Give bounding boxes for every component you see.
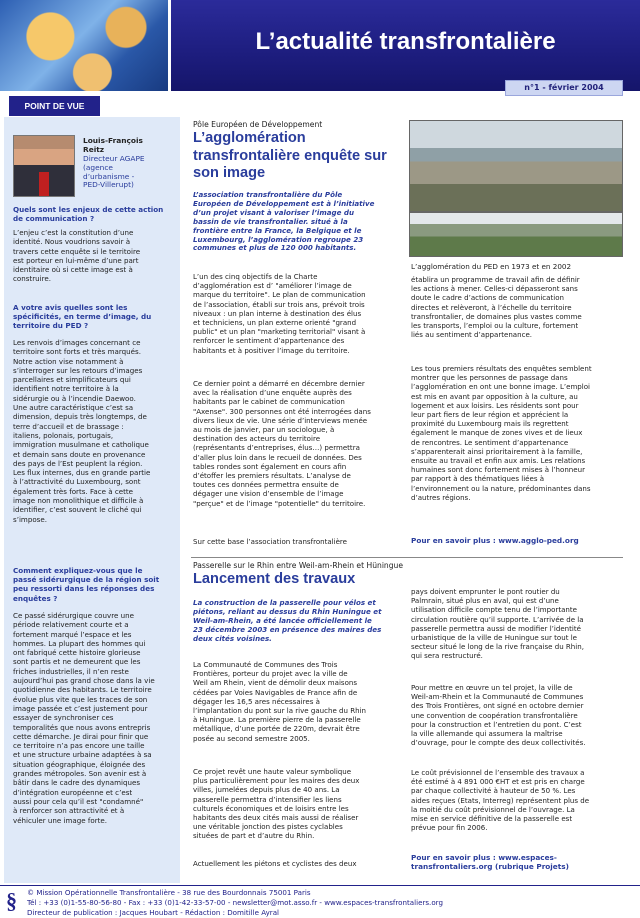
text-line: Une autre caractéristique c’est sa [13, 403, 134, 413]
article-2-more-link[interactable] [411, 853, 569, 871]
text-line: passerelle permettra aussi de modifier l’identité [411, 623, 581, 633]
author-role-line: Directeur AGAPE [83, 154, 145, 163]
lede-line: L’association transfrontalière du Pôle [193, 190, 343, 199]
text-line: Le coût prévisionnel de l’ensemble des travaux a [411, 768, 585, 777]
text-line: est porteur en lui-même d’une part [13, 255, 139, 265]
headline-line: L’agglomération [193, 130, 306, 146]
interview-answer-1 [13, 228, 179, 284]
text-line: aussi pour cela qu’il est "condamné" [13, 796, 144, 806]
article-1-kicker: Pôle Européen de Développement [193, 120, 323, 129]
interview-answer-2 [13, 338, 179, 524]
author-role-line: d’urbanisme - [83, 171, 135, 181]
q-line: passé sidérurgique de la région soit [13, 575, 160, 585]
q-line: territoire du PED ? [13, 321, 89, 331]
text-line: l’implantation du pont sur la rive gauche du Rhin [193, 706, 367, 716]
text-line: véhiculer une image forte. [13, 815, 108, 825]
article-1-headline [193, 130, 403, 183]
q-line: peu ressorti dans les réponses des [13, 584, 155, 594]
article-1-body-1 [193, 272, 403, 355]
text-line: travers cette enquête si le territoire [13, 246, 141, 256]
more-line: transfrontaliers.org (rubrique Projets) [411, 862, 569, 872]
text-line: "Axense". 300 personnes ont été interrogées dans [193, 406, 371, 416]
text-line: image passée et c’est justement pour [13, 703, 148, 713]
text-line: "perçue" et de l’image "potentielle" du territoire. [193, 498, 366, 508]
text-line: l’agglomération en ont une bonne image. L’emploi [411, 382, 591, 392]
text-line: des Trois Frontières, ont signé en octobre dernier [411, 701, 584, 711]
text-line: essayer de synchroniser ces [13, 713, 114, 723]
text-line: habitants des deux cités mais aussi de réaliser [193, 813, 359, 823]
text-line: habitants et à positiver l’image du territoire. [193, 345, 350, 355]
interview-answer-3 [13, 611, 179, 825]
text-line: été estimé à 4 891 000 €HT et est pris en charge [411, 777, 585, 787]
text-line: bâtir dans le cadre des dynamiques [13, 778, 141, 788]
text-line: temporalités que nous avons entrepris [13, 722, 151, 732]
footer-divider [0, 885, 640, 886]
q-line: Comment expliquez-vous que le [13, 566, 143, 575]
article-1-more-link[interactable]: Pour en savoir plus : www.agglo-ped.org [411, 536, 579, 545]
text-line: niveaux : un plan interne à destination des élus [193, 308, 362, 318]
text-line: d’aller plus loin dans le recueil de données. Des [193, 452, 362, 462]
lede-line: frontière entre la France, la Belgique et le [193, 225, 362, 235]
article-2-headline: Lancement des travaux [193, 571, 356, 587]
text-line: par rapport à des thématiques liées à [411, 474, 545, 484]
text-line: doute le cadre d’actions de communication [411, 293, 564, 303]
text-line: cédées par Voies Navigables de France afin de [193, 687, 358, 697]
text-line: montrer que les personnes de passage dans [411, 373, 568, 383]
text-line: proximité du Luxembourg mais ils regrettent [411, 419, 569, 429]
text-line: leur part fiers de leur région et apprécient la [411, 410, 569, 420]
text-line: métallique, d’une portée de 220m, devrait être [193, 724, 360, 734]
text-line: identifient notre territoire à la [13, 384, 119, 394]
text-line: cette démarche. Je dirai pour finir que [13, 731, 149, 741]
text-line: divers lieux de vie. Une série d’interviews menée [193, 415, 368, 425]
text-line: de l’association, établi sur trois ans, prévoit trois [193, 299, 365, 309]
text-line: qui sera restructuré. [411, 651, 483, 661]
text-line: hommes. La plupart des hommes qui [13, 638, 146, 648]
text-line: identité. Nous voudrions savoir à [13, 237, 131, 247]
text-line: Ce passé sidérurgique couvre une [13, 611, 134, 620]
text-line: une convention de coopération transfrontalière [411, 710, 578, 720]
text-line: (représentants d’entreprises, élus…) permettra [193, 443, 360, 453]
text-line: marque du territoire". Le plan de communication [193, 290, 366, 300]
text-line: les actions à mener. Celles-ci dépasseront sans [411, 284, 578, 294]
text-line: habitants par le cabinet de communication [193, 397, 345, 407]
text-line: une véritable jonction des pistes cyclables [193, 822, 343, 832]
text-line: ont fabriqué cette histoire glorieuse [13, 648, 141, 658]
text-line: et techniciens, un plan externe orienté "grand [193, 318, 357, 328]
text-line: situation géographique, éloignée des [13, 759, 146, 769]
more-line: Pour en savoir plus : www.espaces- [411, 853, 557, 862]
lede-line: piétons, reliant au dessus du Rhin Huningue et [193, 606, 382, 616]
q-line: Quels sont les enjeux de cette action [13, 205, 164, 214]
text-line: Palmrain, situé plus en aval, qui est d’une [411, 596, 559, 606]
text-line: à Huningue. La première pierre de la passerelle [193, 715, 361, 725]
text-line: Pour mettre en œuvre un tel projet, la ville de [411, 683, 573, 692]
author-role-line: PED-Villerupt) [83, 180, 134, 190]
text-line: liés au sentiment d’appartenance. [411, 330, 533, 340]
text-line: sont partis et ne demeurent que les [13, 657, 141, 667]
text-line: terre d’accueil et de brassage : [13, 421, 124, 431]
headline-line: transfrontalière enquête sur [193, 147, 387, 164]
text-line: avec la réalisation d’une enquête auprès des [193, 388, 352, 398]
article-2-body-2 [193, 767, 405, 841]
author-name-1: Louis-François [83, 136, 143, 145]
article-2-body-6 [411, 768, 626, 832]
article-1-body-5 [411, 364, 626, 502]
text-line: parcellaires et simplificateurs qui [13, 375, 131, 385]
text-line: renforcer le sentiment d’appartenance des [193, 336, 345, 346]
agglomeration-photo-1973 [409, 120, 623, 212]
text-line: de rencontres. Le sentiment d’appartenance [411, 437, 569, 447]
text-line: Les flux internes, dus en grande partie [13, 468, 151, 478]
text-line: territoire sont forts et très marqués. [13, 347, 141, 357]
photo-caption: L’agglomération du PED en 1973 et en 2002 [411, 262, 572, 271]
author-role-line: (agence [83, 162, 113, 172]
text-line: s’interroger sur les retours d’images [13, 365, 143, 375]
text-line: image non monolithique et difficile à [13, 496, 144, 506]
article-1-body-3: Sur cette base l’association transfrontalière [193, 537, 348, 546]
text-line: tables rondes sont également en cours afin [193, 461, 347, 471]
text-line: L’enjeu c’est la constitution d’une [13, 228, 134, 237]
text-line: s’apparenterait ainsi prioritairement à la famille, [411, 446, 583, 456]
article-1-body-2 [193, 379, 403, 508]
text-line: immigration musulmane et catholique [13, 440, 149, 450]
article-2-body-5 [411, 683, 626, 747]
lede-line: Luxembourg, l’agglomération regroupe 23 [193, 234, 364, 244]
globe-header-image [0, 0, 168, 91]
interview-question-3 [13, 566, 179, 603]
text-line: période relativement courte et a [13, 620, 129, 630]
author-portrait [13, 135, 75, 197]
text-line: identifier, c’est souvent le cliché qui [13, 505, 142, 515]
lede-line: deux cités voisines. [193, 633, 272, 643]
text-line: Weil am Rhein, vient de démolir deux maisons [193, 678, 358, 688]
text-line: directes et relèveront, à l’échelle du territoire [411, 302, 572, 312]
text-line: les transports, l’emploi ou la culture, fortement [411, 321, 579, 331]
article-1-lede [193, 191, 403, 253]
text-line: à l’attractivité du Luxembourg, sont [13, 477, 141, 487]
text-line: italiens, polonais, portugais, [13, 430, 114, 440]
article-2-body-1 [193, 660, 405, 743]
point-de-vue-badge: POINT DE VUE [9, 96, 100, 116]
text-line: d’étoffer les premiers résultats. L’analyse de [193, 471, 351, 481]
article-2-kicker: Passerelle sur le Rhin entre Weil-am-Rhein et Hüningue [193, 561, 404, 570]
article-1-body-4 [411, 275, 626, 339]
text-line: La Communauté de Communes des Trois [193, 660, 338, 669]
text-line: construire. [13, 274, 51, 284]
agglomeration-photo-2002 [409, 212, 623, 257]
lede-line: communes et plus de 120 000 habitants. [193, 243, 357, 253]
text-line: sidérurgie ou à l’incendie Daewoo. [13, 393, 136, 403]
text-line: L’un des cinq objectifs de la Charte [193, 272, 318, 281]
text-line: friches industrielles, il n’en reste [13, 666, 129, 676]
text-line: circulation routière qu’il supporte. L’arrivée de la [411, 614, 584, 624]
article-2-body-4 [411, 587, 626, 661]
lede-line: d’un projet visant à valoriser l’image du [193, 207, 354, 217]
text-line: la ville allemande qui assumera la maîtrise [411, 729, 563, 739]
q-line: enquêtes ? [13, 593, 58, 603]
text-line: aujourd’hui pas grand chose dans la vie [13, 676, 155, 686]
text-line: établira un programme de travail afin de définir [411, 275, 580, 284]
text-line: mise en service définitive de la passerelle est [411, 814, 573, 824]
author-name-2: Reitz [83, 145, 105, 154]
text-line: la moitié du coût prévisionnel de l’ouvrage. La [411, 804, 575, 814]
text-line: Ce dernier point a démarré en décembre dernier [193, 379, 365, 388]
text-line: transfrontalier, de domaines plus vastes comme [411, 311, 582, 321]
text-line: et une structure urbaine adaptées à sa [13, 750, 152, 760]
text-line: situées de part et d’autre du Rhin. [193, 831, 315, 841]
text-line: d’ouvrage, pour le compte des deux collectivités. [411, 738, 586, 748]
q-line: A votre avis quelles sont les [13, 303, 128, 312]
footer-credits: Directeur de publication : Jacques Houbart - Rédaction : Domitille Ayral [27, 908, 280, 917]
text-line: et demain sans doute en provenance [13, 449, 146, 459]
text-line: ce territoire n’a pas encore une taille [13, 741, 145, 751]
text-line: fortement marqué l’espace et les [13, 629, 132, 639]
text-line: passerelle permettra d’intensifier les liens [193, 794, 342, 804]
text-line: posée au second semestre 2005. [193, 733, 310, 743]
text-line: à renforcer son attractivité et à [13, 806, 125, 816]
text-line: Notre action vise notamment à [13, 356, 124, 366]
interview-question-1 [13, 205, 179, 223]
lede-line: Européen de Développement est à l’initiative [193, 198, 375, 208]
lede-line: La construction de la passerelle pour vélos et [193, 598, 376, 607]
lede-line: bassin de vie transfrontalier. situé à la [193, 216, 348, 226]
text-line: quotidienne des habitants. Le territoire [13, 685, 152, 695]
text-line: ensuite au travail et enfin aux amis. Les relations [411, 456, 586, 466]
text-line: d’autres régions. [411, 492, 471, 502]
headline-line: son image [193, 165, 266, 181]
text-line: villes, jumelées depuis plus de 40 ans. La [193, 785, 340, 795]
text-line: culturels économiques et de loisirs entre les [193, 803, 349, 813]
text-line: urbanistique de la ville de Huningue sur tout le [411, 633, 578, 643]
text-line: destination des acteurs du territoire [193, 434, 321, 444]
text-line: par chaque collectivité à hauteur de 50 %. Les [411, 786, 576, 796]
text-line: dégager une vision d’ensemble de l’image [193, 489, 344, 499]
text-line: également le manque de zones vives et de lieux [411, 428, 583, 438]
text-line: est mis en avant par opposition à la culture, au [411, 391, 578, 401]
q-line: de communication ? [13, 214, 95, 224]
article-2-lede [193, 599, 405, 644]
text-line: pays doivent emprunter le pont routier du [411, 587, 560, 596]
footer-contact: Tél : +33 (0)1-55-80-56-80 - Fax : +33 (0)1-42-33-57-00 - newsletter@mot.asso.fr - www.espaces-transfrontaliers.org [27, 898, 443, 907]
text-line: s’impose. [13, 514, 47, 524]
text-line: également très forts. Face à cette [13, 486, 134, 496]
text-line: prévue pour fin 2006. [411, 823, 488, 833]
text-line: l’environnement ou la nature, prédominantes dans [411, 483, 591, 493]
text-line: Les renvois d’images concernant ce [13, 338, 141, 347]
issue-badge: n°1 - février 2004 [505, 80, 623, 96]
article-2-body-3: Actuellement les piétons et cyclistes des deux [193, 859, 357, 868]
text-line: au mois de janvier, par un sociologue, à [193, 425, 335, 435]
text-line: humaines sont donc fortement mises à l’honneur [411, 465, 585, 475]
text-line: dimension, depuis très longtemps, de [13, 412, 147, 422]
text-line: identitaire où si cette image est à [13, 265, 133, 275]
author-role [83, 155, 145, 190]
interview-question-2 [13, 303, 179, 331]
lede-line: 23 décembre 2003 en présence des maires des [193, 624, 382, 634]
article-separator [191, 557, 623, 558]
text-line: Frontières, porteur du projet avec la ville de [193, 669, 348, 679]
q-line: spécificités, en terme d’image, du [13, 312, 152, 322]
lede-line: Weil-am-Rhein, a été lancée officiellement le [193, 615, 372, 625]
text-line: dégager les 16,5 ares nécessaires à [193, 696, 320, 706]
text-line: secteur situé le long de la rive française du Rhin, [411, 642, 584, 652]
text-line: public" et un plan "marketing territorial" visant à [193, 327, 366, 337]
text-line: Ce projet revêt une haute valeur symbolique [193, 767, 352, 776]
text-line: pour la construction et l’entretien du pont. C’est [411, 719, 582, 729]
text-line: utilisation difficile compte tenu de l’importante [411, 605, 577, 615]
text-line: des pays de l’Est peuplent la région. [13, 458, 143, 468]
footer-copyright: © Mission Opérationnelle Transfrontalière - 38 rue des Bourdonnais 75001 Paris [27, 888, 311, 897]
text-line: plus particulièrement pour les maires des deux [193, 776, 360, 786]
text-line: Weil-am-Rhein et la Communauté de Communes [411, 692, 584, 702]
text-line: grandes métropoles. Son avenir est à [13, 769, 147, 779]
text-line: d’agglomération est d’ "améliorer l’image de [193, 281, 352, 291]
text-line: aides reçues (Etats, Interreg) représentent plus de [411, 795, 590, 805]
text-line: d’intégration européenne et c’est [13, 787, 133, 797]
text-line: logement et aux loisirs. Les résidents sont pour [411, 400, 579, 410]
text-line: évolue plus vite que les traces de son [13, 694, 148, 704]
mot-logo-icon: § [6, 888, 17, 913]
text-line: toutes ces données permettra ensuite de [193, 480, 339, 490]
text-line: Les tous premiers résultats des enquêtes semblent [411, 364, 592, 373]
newsletter-title: L’actualité transfrontalière [255, 28, 556, 55]
